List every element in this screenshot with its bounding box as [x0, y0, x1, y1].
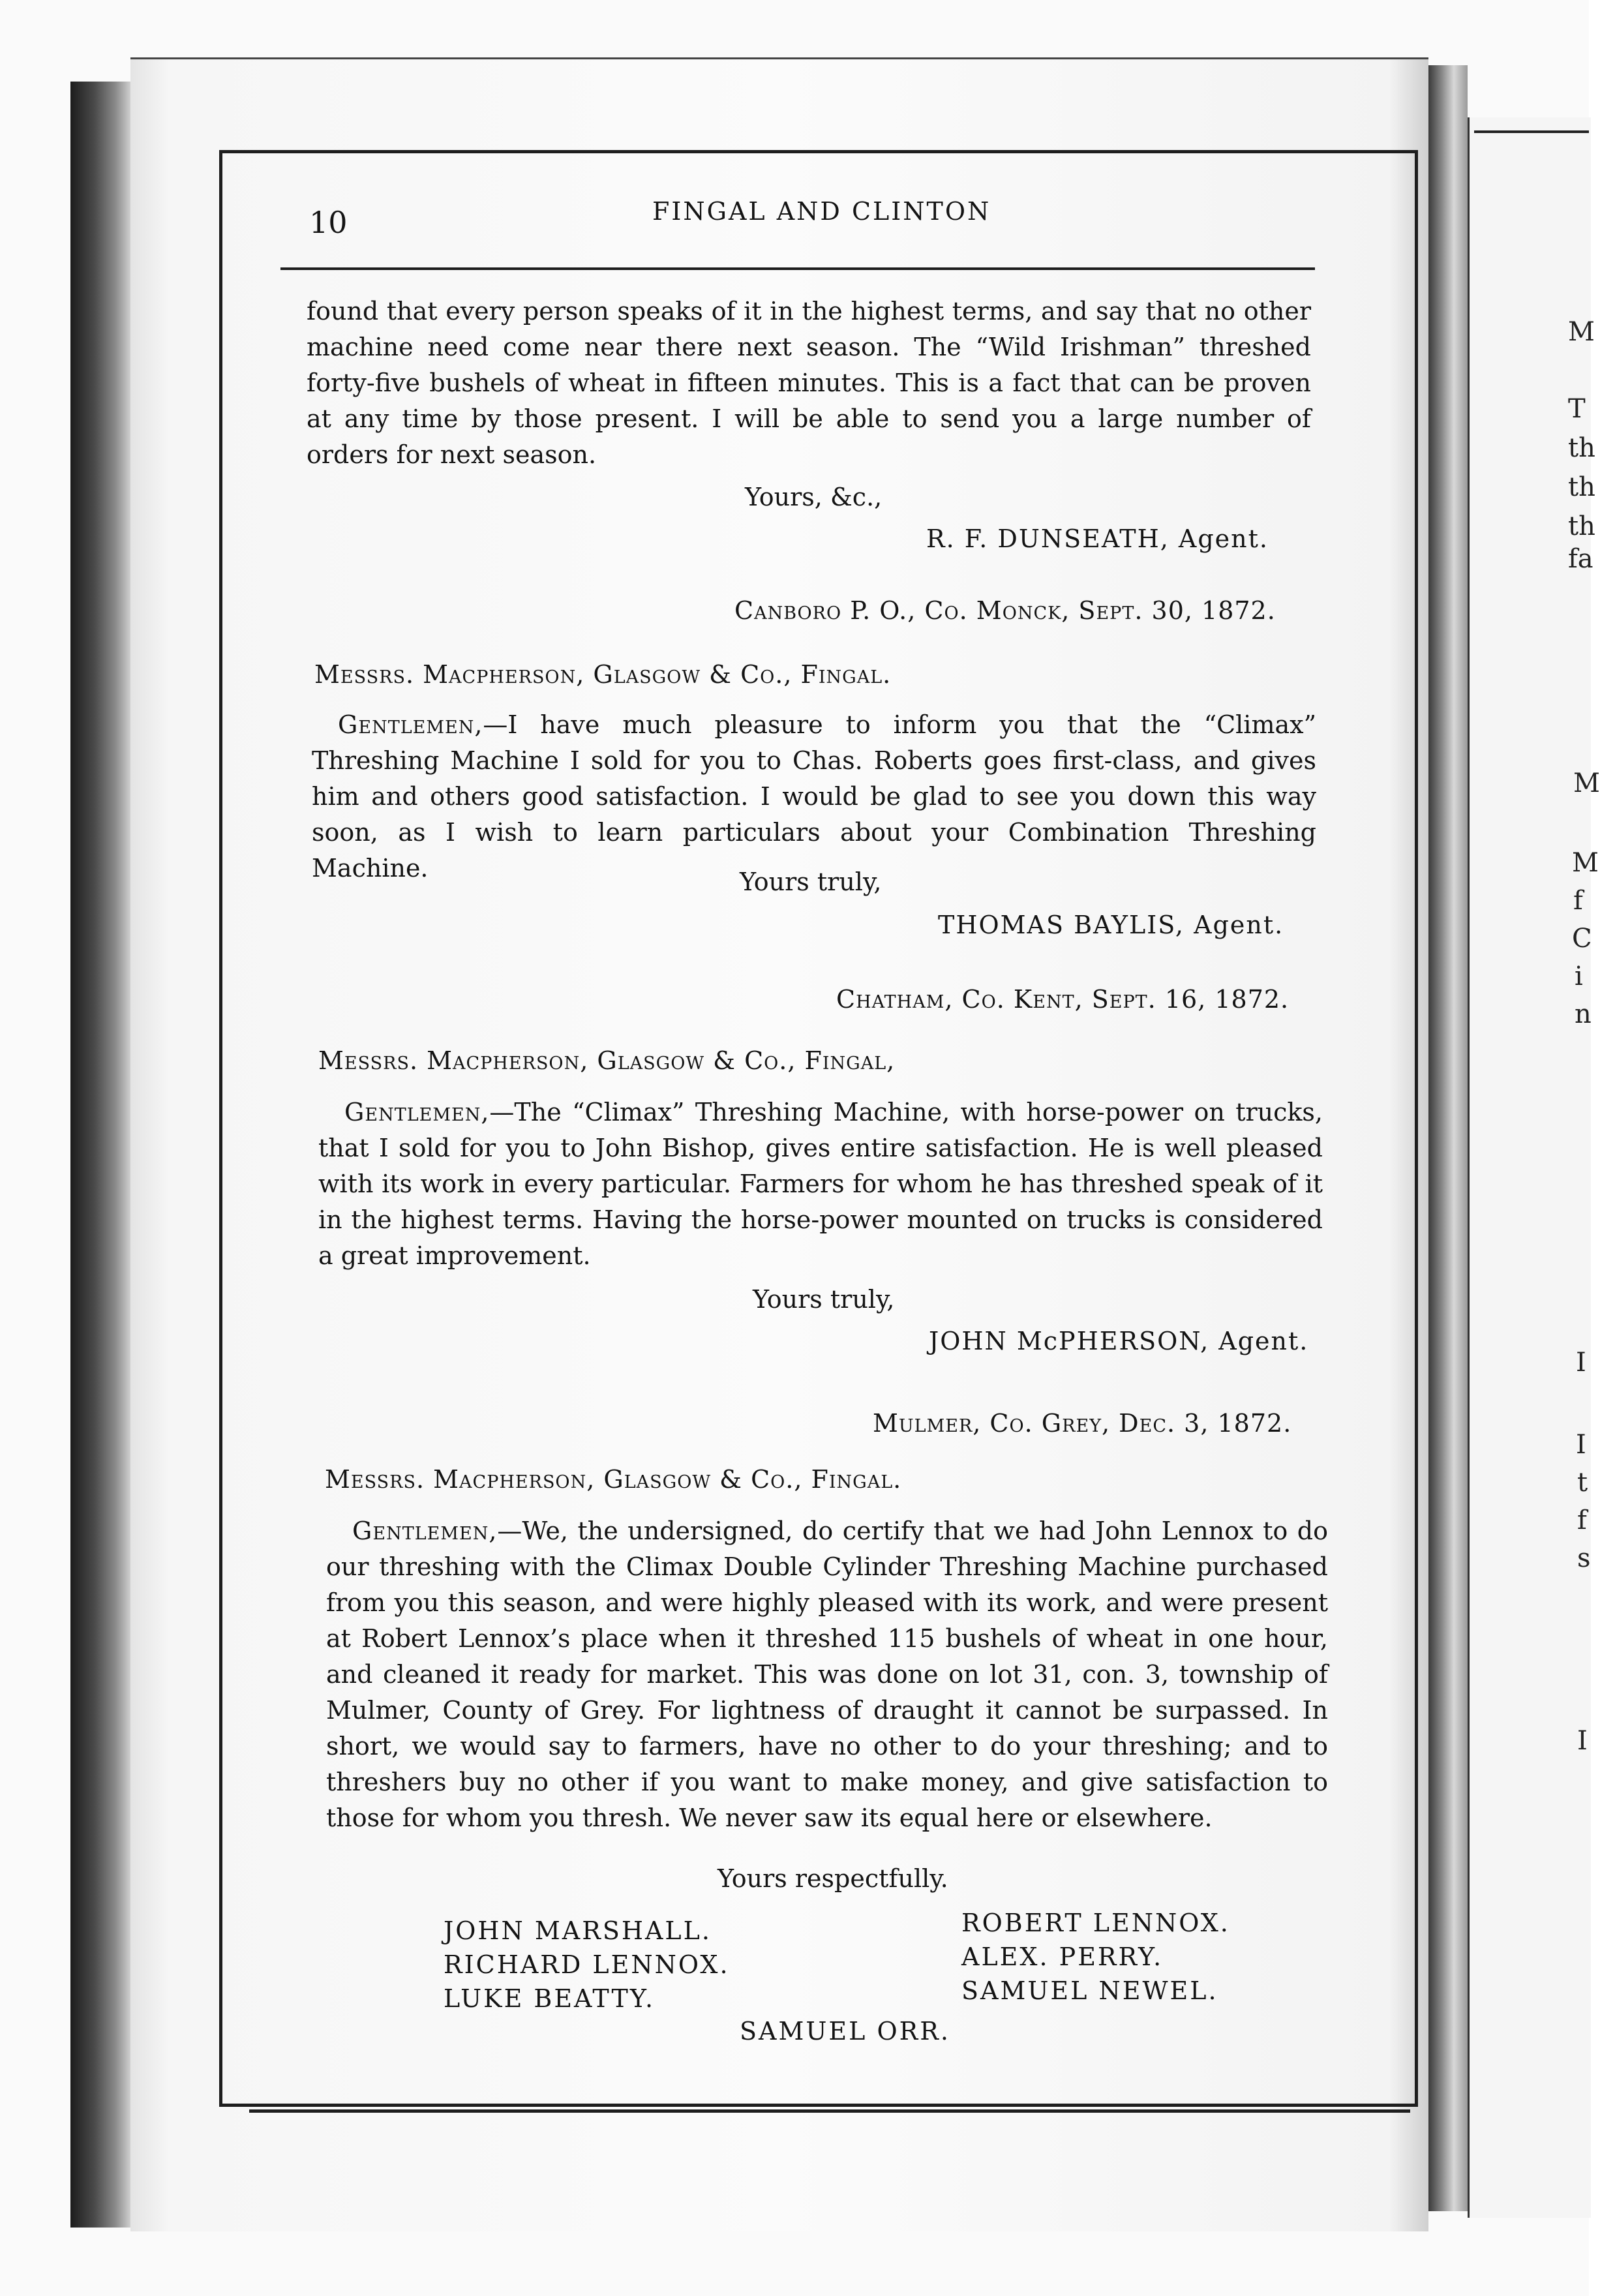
letter-2-body — [312, 707, 1316, 886]
letter-2-closing: Yours truly, — [740, 868, 882, 896]
letter-2-address: Messrs. Macpherson, Glasgow & Co., Fingal. — [314, 660, 892, 689]
adjacent-fragment: t — [1577, 1468, 1588, 1498]
signatories-left — [444, 1914, 730, 2016]
adjacent-fragment: M — [1573, 768, 1600, 798]
adjacent-page-rule — [1474, 130, 1589, 133]
letter-4-closing: Yours respectfully. — [717, 1864, 948, 1893]
adjacent-fragment: f — [1573, 886, 1583, 916]
adjacent-fragment: s — [1577, 1543, 1591, 1573]
letter-4-dateline: Mulmer, Co. Grey, Dec. 3, 1872. — [873, 1409, 1292, 1438]
signatory-center: SAMUEL ORR. — [740, 2017, 950, 2046]
letter-3-body — [318, 1095, 1323, 1274]
adjacent-fragment: fa — [1568, 544, 1593, 574]
adjacent-fragment: C — [1572, 924, 1592, 954]
letter-4-address: Messrs. Macpherson, Glasgow & Co., Fingal. — [325, 1465, 902, 1494]
signatories-right — [961, 1906, 1230, 2008]
adjacent-fragment: th — [1568, 472, 1595, 502]
letter-3-text: —The “Climax” Threshing Machine, with horse-power on trucks, that I sold for you to John Bishop, gives entire satisfaction. He is well pleased with its work in every particular. Farmers for whom he has threshed speak of it in the highest terms. Having the horse-power mounted on trucks is considered a great improvement. — [318, 1098, 1323, 1270]
letter-3-address: Messrs. Macpherson, Glasgow & Co., Fingal, — [318, 1046, 896, 1075]
letter-3-dateline: Chatham, Co. Kent, Sept. 16, 1872. — [836, 985, 1290, 1014]
signatory: SAMUEL NEWEL. — [961, 1976, 1218, 2005]
letter-1-body: found that every person speaks of it in the highest terms, and say that no other machine need come near there next season. The “Wild Irishman” threshed forty-five bushels of wheat in fifteen minutes. This is a fact that can be proven at any time by those present. I will be able to send you a large number of orders for next season. — [307, 297, 1311, 469]
adjacent-fragment: n — [1575, 999, 1592, 1029]
letter-3-closing: Yours truly, — [753, 1285, 895, 1314]
letter-1-signature: R. F. DUNSEATH, Agent. — [926, 524, 1269, 553]
signatory: ROBERT LENNOX. — [961, 1909, 1230, 1937]
letter-3-salutation: Gentlemen, — [344, 1098, 490, 1126]
header-rule — [280, 267, 1315, 270]
adjacent-fragment: i — [1575, 961, 1583, 991]
letter-4-salutation: Gentlemen, — [352, 1517, 498, 1545]
letter-1-closing: Yours, &c., — [745, 483, 883, 511]
adjacent-fragment: I — [1576, 1348, 1586, 1378]
letter-2-salutation: Gentlemen, — [338, 710, 483, 739]
adjacent-fragment: f — [1577, 1505, 1587, 1535]
letter-2-text: —I have much pleasure to inform you that the “Climax” Threshing Machine I sold for you to Chas. Roberts goes first-class, and gives him and others good satisfaction. I would be glad to see you down this way soon, as I wish to learn particulars about your Combination Threshing Machine. — [312, 710, 1316, 883]
adjacent-fragment: T — [1568, 394, 1586, 424]
signatory: LUKE BEATTY. — [444, 1984, 656, 2013]
adjacent-fragment: M — [1572, 848, 1599, 878]
signatory: ALEX. PERRY. — [961, 1942, 1164, 1971]
binding-shadow-left — [70, 82, 130, 2228]
letter-2-signature: THOMAS BAYLIS, Agent. — [938, 911, 1284, 939]
bottom-rule — [249, 2109, 1410, 2113]
adjacent-fragment: M — [1568, 317, 1595, 347]
adjacent-fragment: I — [1576, 1430, 1586, 1460]
letter-4-body — [326, 1513, 1328, 1836]
adjacent-fragment: I — [1577, 1726, 1588, 1756]
signatory: RICHARD LENNOX. — [444, 1950, 730, 1979]
letter-4-text: —We, the undersigned, do certify that we had John Lennox to do our threshing with the Climax Double Cylinder Threshing Machine purchased from you this season, and were highly pleased with its work, and were present at Robert Lennox’s place when it threshed 115 bushels of wheat in one hour, and cleaned it ready for market. This was done on lot 31, con. 3, township of Mulmer, County of Grey. For lightness of draught it cannot be surpassed. In short, we would say to farmers, have no other to do your threshing; and to threshers buy no other if you want to make money, and give satisfaction to those for whom you thresh. We never saw its equal here or elsewhere. — [326, 1517, 1328, 1832]
letter-2-dateline: Canboro P. O., Co. Monck, Sept. 30, 1872. — [734, 596, 1276, 625]
adjacent-fragment: th — [1568, 511, 1595, 541]
running-title: FINGAL AND CLINTON — [652, 197, 991, 226]
adjacent-fragment: th — [1568, 433, 1595, 463]
book-gutter — [1428, 65, 1468, 2211]
page-number: 10 — [309, 205, 348, 240]
signatory: JOHN MARSHALL. — [444, 1916, 712, 1945]
letter-3-signature: JOHN McPHERSON, Agent. — [929, 1327, 1309, 1355]
